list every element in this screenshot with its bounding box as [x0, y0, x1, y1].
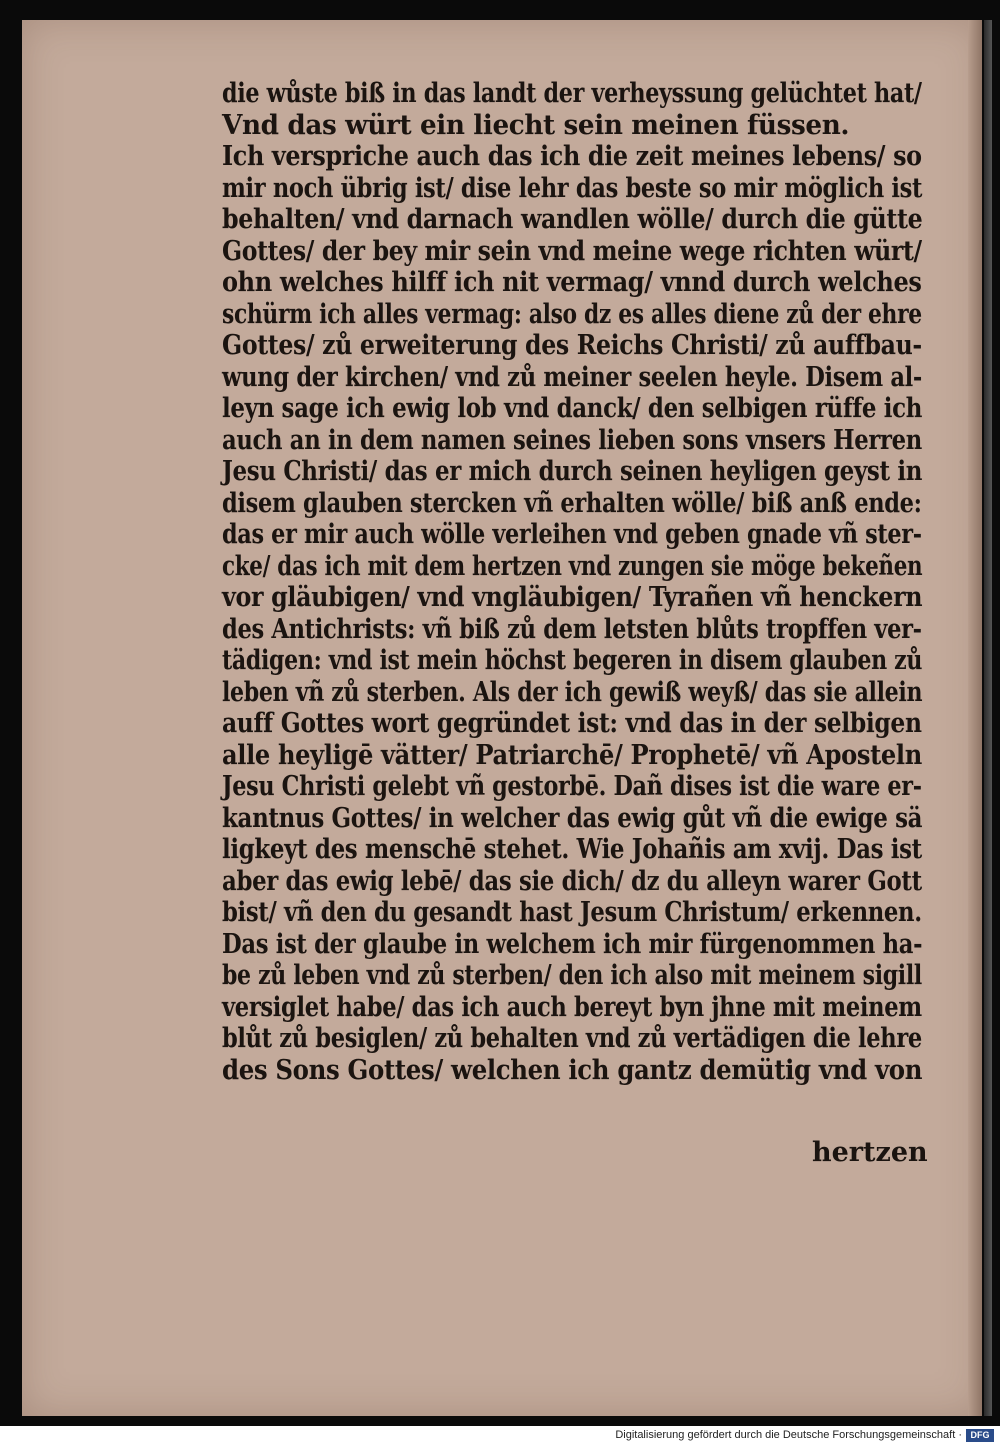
- text-line: des Sons Gottes/ welchen ich gantz demütig vnd von: [222, 1054, 923, 1086]
- text-line: aber das ewig lebē/ das sie dich/ dz du alleyn warer Gott: [222, 865, 922, 897]
- text-line: wung der kirchen/ vnd zů meiner seelen heyle. Disem al-: [222, 361, 922, 393]
- text-line: schürm ich alles vermag: also dz es alles diene zů der ehre: [222, 298, 922, 330]
- text-line: auch an in dem namen seines lieben sons vnsers Herren: [222, 424, 922, 456]
- text-line: vor gläubigen/ vnd vngläubigen/ Tyrañen vñ henckern: [222, 582, 923, 613]
- text-line: des Antichrists: vñ biß zů dem letsten blůts tropffen ver-: [222, 613, 922, 645]
- text-line: tädigen: vnd ist mein höchst begeren in disem glauben zů: [222, 645, 923, 676]
- text-line: bist/ vñ den du gesandt hast Jesum Christum/ erkennen.: [222, 897, 922, 928]
- text-line: alle heyligē vätter/ Patriarchē/ Prophetē/ vñ Aposteln: [222, 739, 922, 771]
- text-line: das er mir auch wölle verleihen vnd geben gnade vñ ster-: [222, 519, 922, 550]
- text-line: behalten/ vnd darnach wandlen wölle/ durch die gütte: [222, 204, 923, 235]
- text-line: ligkeyt des menschē stehet. Wie Johañis am xvij. Das ist: [222, 834, 922, 865]
- text-line: auff Gottes wort gegründet ist: vnd das in der selbigen: [222, 708, 922, 739]
- text-line: versiglet habe/ das ich auch bereyt byn jhne mit meinem: [222, 991, 922, 1023]
- text-line: Das ist der glaube in welchem ich mir fürgenommen ha-: [222, 928, 923, 960]
- text-line: Jesu Christi gelebt vñ gestorbē. Dañ dises ist die ware er-: [222, 771, 922, 802]
- page-edge: [984, 20, 992, 1416]
- text-line: die wůste biß in das landt der verheyssung gelüchtet hat/: [222, 78, 922, 109]
- dfg-logo-icon: DFG: [966, 1429, 994, 1442]
- text-line: Gottes/ der bey mir sein vnd meine wege richten würt/: [222, 235, 922, 267]
- catchword: hertzen: [812, 1137, 928, 1168]
- text-line: cke/ das ich mit dem hertzen vnd zungen sie möge bekeñen: [222, 550, 923, 582]
- text-line: kantnus Gottes/ in welcher das ewig gůt vñ die ewige sä: [222, 802, 923, 834]
- text-line: ohn welches hilff ich nit vermag/ vnnd durch welches: [222, 267, 922, 298]
- text-line: be zů leben vnd zů sterben/ den ich also mit meinem sigill: [222, 960, 922, 991]
- text-line: blůt zů besiglen/ zů behalten vnd zů vertädigen die lehre: [222, 1023, 922, 1054]
- text-line: disem glauben stercken vñ erhalten wölle/ biß anß ende:: [222, 487, 922, 519]
- text-line: Ich verspriche auch das ich die zeit meines lebens/ so: [222, 141, 922, 172]
- funding-credit: Digitalisierung gefördert durch die Deutsche Forschungsgemeinschaft ·: [615, 1429, 962, 1441]
- text-line: leyn sage ich ewig lob vnd danck/ den selbigen rüffe ich: [222, 393, 923, 424]
- text-line: Gottes/ zů erweiterung des Reichs Christi/ zů auffbau-: [222, 330, 922, 361]
- footer-bar: [0, 1426, 1000, 1446]
- body-text: [222, 78, 942, 1086]
- text-line: mir noch übrig ist/ dise lehr das beste so mir möglich ist: [222, 172, 923, 204]
- text-line: Jesu Christi/ das er mich durch seinen heyligen geyst in: [222, 456, 923, 487]
- text-line: leben vñ zů sterben. Als der ich gewiß weyß/ das sie allein: [222, 676, 923, 708]
- text-line: Vnd das würt ein liecht sein meinen füssen.: [222, 109, 850, 141]
